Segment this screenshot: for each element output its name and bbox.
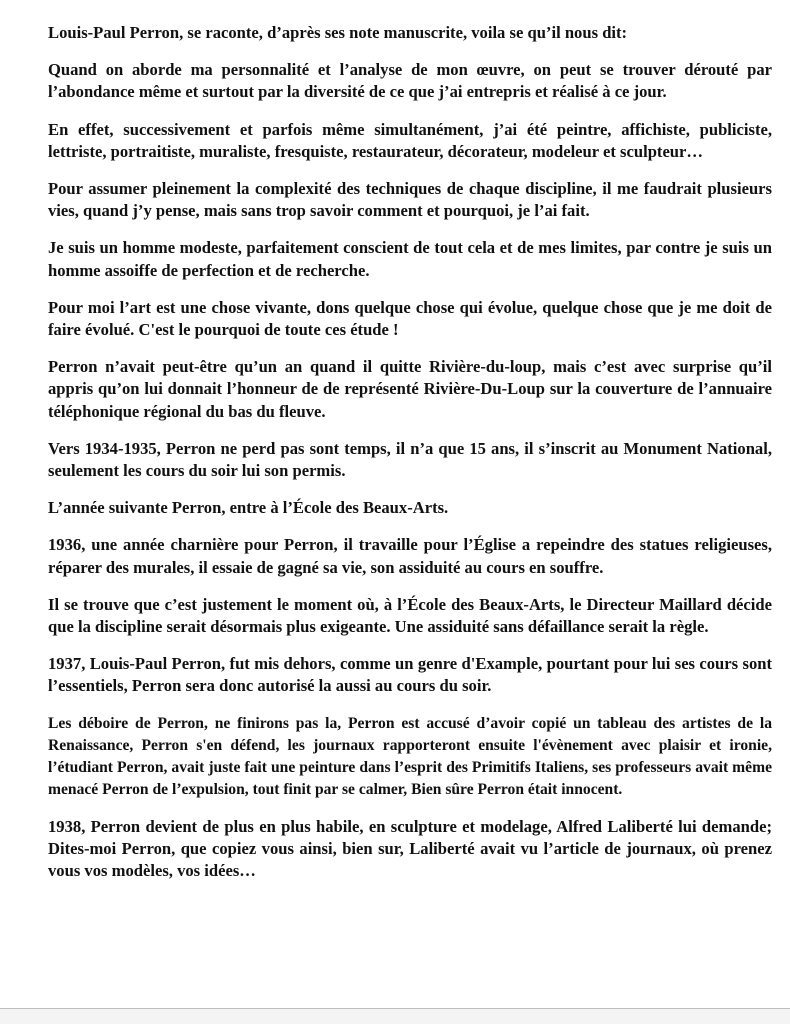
paragraph-riviere-du-loup: Perron n’avait peut-être qu’un an quand il quitte Rivière-du-loup, mais c’est avec surprise qu’il appris qu’on lui donnait l’honneur de de représenté Rivière-Du-Loup sur la couverture de l’annuaire téléphonique régional du bas du fleuve. [48, 357, 772, 421]
paragraph-1937: 1937, Louis-Paul Perron, fut mis dehors, comme un genre d'Example, pourtant pour lui ses cours sont l’essentiels, Perron sera donc autorisé la aussi au cours du soir. [48, 654, 772, 696]
paragraph-roles: En effet, successivement et parfois même simultanément, j’ai été peintre, affichiste, publiciste, lettriste, portraitiste, muraliste, fresquiste, restaurateur, décorateur, modeleur et sculpteur… [48, 119, 772, 161]
paragraph-art-living: Pour moi l’art est une chose vivante, dons quelque chose qui évolue, quelque chose que je me doit de faire évolué. C'est le pourquoi de toute ces étude ! [48, 297, 772, 340]
paragraph-beaux-arts: L’année suivante Perron, entre à l’École des Beaux-Arts. [48, 498, 449, 518]
paragraph-deboire: Les déboire de Perron, ne finirons pas la, Perron est accusé d’avoir copié un tableau des artistes de la Renaissance, Perron s'en défend, les journaux rapporteront ensuite l'évènement avec plaisir et ironie, l’étudiant Perron, avait juste fait une peinture dans l’esprit des Primitifs Italiens, ses professeurs avait même menacé Perron de l’expulsion, tout finit par se calmer, Bien sûre Perron était innocent. [48, 714, 772, 798]
page-bottom-edge [0, 1009, 790, 1024]
paragraph-1936: 1936, une année charnière pour Perron, il travaille pour l’Église a repeindre des statues religieuses, réparer des murales, il essaie de gagné sa vie, son assiduité au cours en souffre. [48, 535, 772, 577]
paragraph-techniques: Pour assumer pleinement la complexité des techniques de chaque discipline, il me faudrait plusieurs vies, quand j’y pense, mais sans trop savoir comment et pourquoi, je l’ai fait. [48, 179, 772, 221]
paragraph-personality: Quand on aborde ma personnalité et l’analyse de mon œuvre, on peut se trouver dérouté par l’abondance même et surtout par la diversité de ce que j’ai entrepris et réalisé à ce jour. [48, 60, 772, 102]
paragraph-1938: 1938, Perron devient de plus en plus habile, en sculpture et modelage, Alfred Laliberté lui demande; Dites-moi Perron, que copiez vous ainsi, bien sur, Laliberté avait vu l’article de journaux, où prenez vous vos modèles, vos idées… [48, 816, 772, 881]
paragraph-1934: Vers 1934-1935, Perron ne perd pas sont temps, il n’a que 15 ans, il s’inscrit au Monument National, seulement les cours du soir lui son permis. [48, 438, 772, 481]
paragraph-intro: Louis-Paul Perron, se raconte, d’après ses note manuscrite, voila se qu’il nous dit: [48, 23, 628, 42]
document-body [48, 22, 772, 897]
paragraph-maillard: Il se trouve que c’est justement le moment où, à l’École des Beaux-Arts, le Directeur Maillard décide que la discipline serait désormais plus exigeante. Une assiduité sans défaillance serait la règle. [48, 594, 772, 637]
paragraph-modesty: Je suis un homme modeste, parfaitement conscient de tout cela et de mes limites, par contre je suis un homme assoiffe de perfection et de recherche. [48, 238, 772, 280]
